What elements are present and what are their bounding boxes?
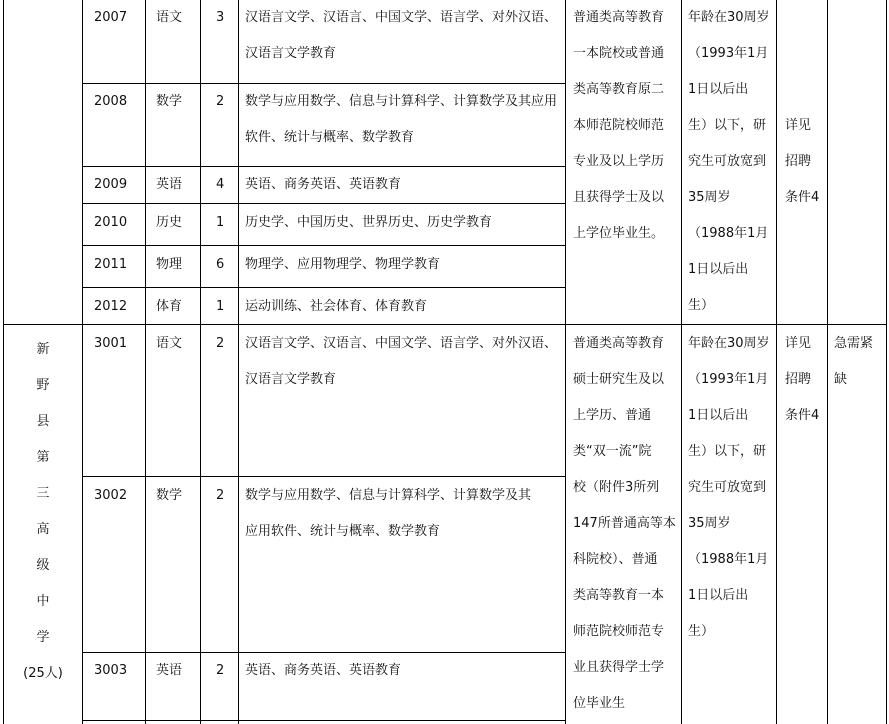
major-line: 应用软件、统计与概率、数学教育 bbox=[245, 524, 441, 539]
education-line: 上学历、普通 bbox=[573, 408, 652, 423]
age-line: 1日以后出 bbox=[688, 408, 749, 423]
school-char: 第 bbox=[36, 450, 50, 465]
education-line: 业且获得学士学 bbox=[573, 660, 665, 675]
headcount: 2 bbox=[216, 94, 225, 109]
education-line: 类高等教育原二 bbox=[573, 82, 665, 97]
major-line: 英语、商务英语、英语教育 bbox=[245, 177, 402, 192]
position-code: 2012 bbox=[94, 299, 128, 314]
position-code: 2007 bbox=[94, 10, 128, 25]
age-line: 1日以后出 bbox=[688, 82, 749, 97]
headcount: 1 bbox=[216, 299, 225, 314]
headcount: 2 bbox=[216, 336, 225, 351]
education-line: 科院校）、普通 bbox=[573, 552, 658, 567]
position-code: 2011 bbox=[94, 257, 128, 272]
headcount: 6 bbox=[216, 257, 225, 272]
headcount: 2 bbox=[216, 663, 225, 678]
major-line: 软件、统计与概率、数学教育 bbox=[245, 130, 415, 145]
major-line: 数学与应用数学、信息与计算科学、计算数学及其应用 bbox=[245, 94, 558, 109]
age-line: 35周岁 bbox=[688, 190, 731, 205]
age-line: 年龄在30周岁 bbox=[688, 336, 770, 351]
school-char: 三 bbox=[36, 486, 50, 501]
age-line: （1988年1月 bbox=[688, 226, 769, 241]
age-line: 35周岁 bbox=[688, 516, 731, 531]
age-line: 究生可放宽到 bbox=[688, 480, 767, 495]
education-line: 147所普通高等本 bbox=[573, 516, 676, 531]
position-code: 3001 bbox=[94, 336, 128, 351]
major-line: 物理学、应用物理学、物理学教育 bbox=[245, 257, 441, 272]
education-line: 类高等教育一本 bbox=[573, 588, 665, 603]
subject: 历史 bbox=[156, 215, 183, 230]
major-line: 历史学、中国历史、世界历史、历史学教育 bbox=[245, 215, 493, 230]
education-line: 专业及以上学历 bbox=[573, 154, 665, 169]
age-line: 生）以下，研 bbox=[688, 118, 767, 133]
school-char: 野 bbox=[36, 378, 50, 393]
education-line: 类“双一流”院 bbox=[573, 444, 652, 459]
subject: 英语 bbox=[156, 663, 183, 678]
other-line: 招聘 bbox=[785, 154, 812, 169]
subject: 物理 bbox=[156, 257, 183, 272]
major-line: 运动训练、社会体育、体育教育 bbox=[245, 299, 428, 314]
other-line: 详见 bbox=[785, 118, 812, 133]
remark-line: 缺 bbox=[834, 372, 848, 387]
subject: 语文 bbox=[156, 336, 183, 351]
headcount: 1 bbox=[216, 215, 225, 230]
position-code: 3003 bbox=[94, 663, 128, 678]
subject: 语文 bbox=[156, 10, 183, 25]
age-line: （1993年1月 bbox=[688, 372, 769, 387]
school-char: 中 bbox=[36, 594, 50, 609]
major-line: 数学与应用数学、信息与计算科学、计算数学及其 bbox=[245, 488, 532, 503]
headcount: 2 bbox=[216, 488, 225, 503]
other-line: 条件4 bbox=[785, 190, 820, 205]
subject: 数学 bbox=[156, 94, 183, 109]
school-char: 高 bbox=[36, 522, 50, 537]
position-code: 2010 bbox=[94, 215, 128, 230]
school-headcount: (25人) bbox=[23, 666, 63, 681]
education-line: 上学位毕业生。 bbox=[573, 226, 665, 241]
age-line: 生） bbox=[688, 298, 715, 313]
headcount: 3 bbox=[216, 10, 225, 25]
education-line: 校（附件3所列 bbox=[573, 480, 660, 495]
age-line: 1日以后出 bbox=[688, 588, 749, 603]
remark-line: 急需紧 bbox=[834, 336, 874, 351]
headcount: 4 bbox=[216, 177, 225, 192]
age-line: 1日以后出 bbox=[688, 262, 749, 277]
age-line: 生） bbox=[688, 624, 715, 639]
age-line: （1988年1月 bbox=[688, 552, 769, 567]
other-line: 条件4 bbox=[785, 408, 820, 423]
subject: 体育 bbox=[156, 299, 183, 314]
school-char: 学 bbox=[36, 630, 50, 645]
school-name bbox=[23, 332, 63, 692]
education-line: 一本院校或普通 bbox=[573, 46, 665, 61]
major-line: 英语、商务英语、英语教育 bbox=[245, 663, 402, 678]
major-line: 汉语言文学教育 bbox=[245, 46, 337, 61]
education-line: 位毕业生 bbox=[573, 696, 626, 711]
education-line: 师范院校师范专 bbox=[573, 624, 665, 639]
school-char: 新 bbox=[36, 342, 50, 357]
major-line: 汉语言文学教育 bbox=[245, 372, 337, 387]
major-line: 汉语言文学、汉语言、中国文学、语言学、对外汉语、 bbox=[245, 10, 558, 25]
age-line: 生）以下，研 bbox=[688, 444, 767, 459]
education-line: 本师范院校师范 bbox=[573, 118, 665, 133]
major-line: 汉语言文学、汉语言、中国文学、语言学、对外汉语、 bbox=[245, 336, 558, 351]
other-line: 招聘 bbox=[785, 372, 812, 387]
age-line: 究生可放宽到 bbox=[688, 154, 767, 169]
education-line: 普通类高等教育 bbox=[573, 10, 665, 25]
position-code: 2009 bbox=[94, 177, 128, 192]
position-code: 3002 bbox=[94, 488, 128, 503]
subject: 数学 bbox=[156, 488, 183, 503]
age-line: 年龄在30周岁 bbox=[688, 10, 770, 25]
school-char: 级 bbox=[36, 558, 50, 573]
education-line: 硕士研究生及以 bbox=[573, 372, 665, 387]
age-line: （1993年1月 bbox=[688, 46, 769, 61]
school-char: 县 bbox=[36, 414, 50, 429]
subject: 英语 bbox=[156, 177, 183, 192]
education-line: 且获得学士及以 bbox=[573, 190, 665, 205]
position-code: 2008 bbox=[94, 94, 128, 109]
education-line: 普通类高等教育 bbox=[573, 336, 665, 351]
other-line: 详见 bbox=[785, 336, 812, 351]
